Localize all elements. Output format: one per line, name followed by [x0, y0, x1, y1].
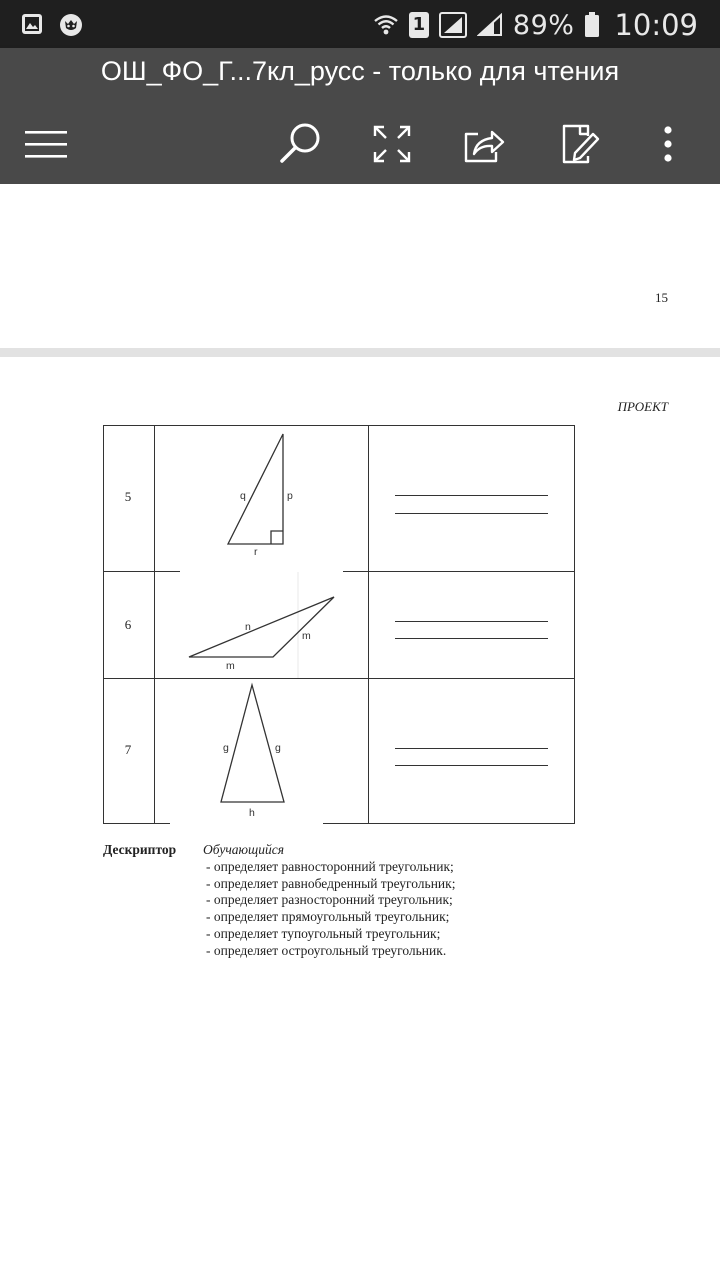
header-tag: ПРОЕКТ — [617, 399, 668, 414]
fullscreen-button[interactable] — [366, 118, 418, 170]
antivirus-icon — [58, 12, 84, 38]
edit-icon — [560, 122, 600, 166]
page-number: 15 — [655, 290, 668, 305]
side-label-h: h — [249, 807, 255, 819]
previous-page — [0, 184, 720, 348]
more-options-button[interactable] — [642, 118, 694, 170]
signal-icon — [477, 13, 503, 37]
list-item: - определяет остроугольный треугольник. — [206, 942, 447, 958]
side-label-p: p — [287, 490, 293, 502]
descriptor-label: Дескриптор — [103, 842, 177, 857]
answer-line[interactable] — [395, 748, 548, 749]
share-icon — [462, 124, 506, 164]
side-label-r: r — [254, 546, 258, 558]
side-label-g: g — [275, 742, 281, 754]
answer-line[interactable] — [395, 638, 548, 639]
fullscreen-icon — [372, 124, 412, 164]
side-label-n: n — [245, 621, 251, 633]
list-item: - определяет разносторонний треугольник; — [206, 892, 453, 908]
sim-1-icon: 1 — [409, 12, 429, 38]
row-number: 5 — [124, 489, 132, 504]
search-button[interactable] — [274, 118, 326, 170]
wifi-icon — [373, 13, 399, 37]
answer-line[interactable] — [395, 495, 548, 496]
answer-line[interactable] — [395, 513, 548, 514]
side-label-m: m — [226, 660, 235, 672]
side-label-q: q — [240, 490, 246, 502]
search-icon — [276, 120, 324, 168]
list-item: - определяет прямоугольный треугольник; — [206, 909, 450, 925]
menu-button[interactable] — [20, 118, 72, 170]
list-item: - определяет равносторонний треугольник; — [206, 859, 454, 874]
page-separator — [0, 348, 720, 357]
list-item: - определяет тупоугольный треугольник; — [206, 925, 441, 941]
row-number: 7 — [124, 742, 132, 757]
descriptor-heading: Обучающийся — [203, 842, 285, 857]
answer-line[interactable] — [395, 765, 548, 766]
list-item: - определяет равнобедренный треугольник; — [206, 875, 456, 891]
triangle-right — [228, 434, 283, 544]
signal-icon — [439, 12, 467, 38]
document-page[interactable] — [0, 357, 720, 1280]
row-number: 6 — [124, 617, 132, 632]
document-title: ОШ_ФО_Г...7кл_русс - только для чтения — [100, 56, 620, 86]
status-bar — [0, 0, 720, 48]
share-button[interactable] — [458, 118, 510, 170]
clock: 10:09 — [614, 8, 698, 42]
battery-icon — [584, 12, 600, 38]
more-icon — [662, 125, 674, 163]
app-bar — [0, 48, 720, 184]
triangle-obtuse — [189, 597, 334, 657]
answer-line[interactable] — [395, 621, 548, 622]
menu-icon — [25, 129, 67, 159]
descriptor-list — [206, 859, 455, 959]
side-label-g: g — [223, 742, 229, 754]
edit-button[interactable] — [554, 118, 606, 170]
battery-percent: 89% — [512, 9, 575, 41]
gallery-icon — [20, 12, 44, 36]
side-label-m: m — [302, 630, 311, 642]
